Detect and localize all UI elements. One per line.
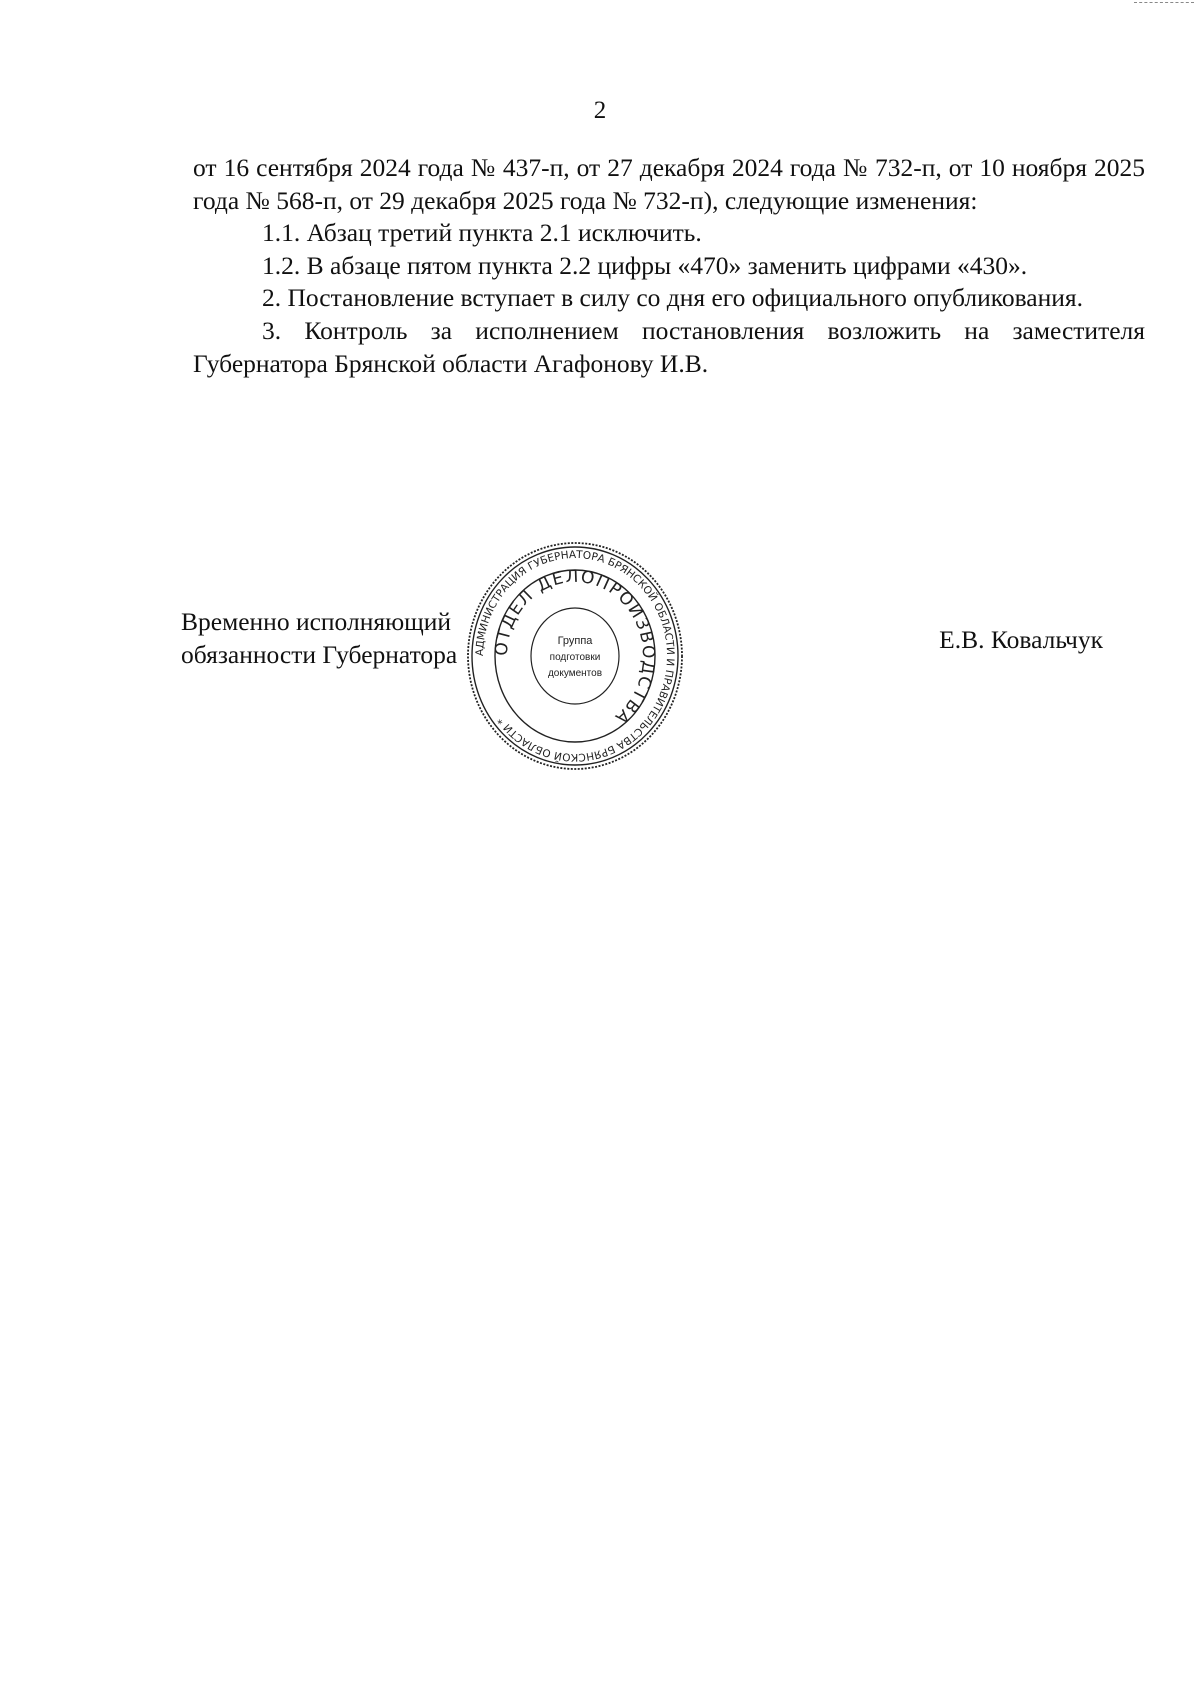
paragraph-item-2: 2. Постановление вступает в силу со дня его официального опубликования. [262,283,1083,313]
seal-center-line-3: документов [547,668,603,679]
document-body [193,152,1145,380]
paragraph-item-3: 3. Контроль за исполнением постановления возложить на заместителя Губернатора Брянской области Агафонову И.В. [193,315,1145,378]
seal-image [465,540,685,772]
seal-inner-text: ОТДЕЛ ДЕЛОПРОИЗВОДСТВА [491,566,659,729]
signer-name: Е.В. Ковальчук [939,625,1103,654]
paragraph-continuation: от 16 сентября 2024 года № 437-п, от 27 декабря 2024 года № 732-п, от 10 ноября 2025 года № 568-п, от 29 декабря 2025 года № 732-п), следующие изменения: [193,153,1145,215]
paragraph-item-1-1: 1.1. Абзац третий пункта 2.1 исключить. [262,218,702,248]
official-seal [465,540,685,772]
seal-outer-text: АДМИНИСТРАЦИЯ ГУБЕРНАТОРА БРЯНСКОЙ ОБЛАСТИ И ПРАВИТЕЛЬСТВА БРЯНСКОЙ ОБЛАСТИ * [473,548,677,764]
paragraph-item-1-2: 1.2. В абзаце пятом пункта 2.2 цифры «470» заменить цифрами «430». [262,250,1028,280]
seal-center-line-1: Группа [557,635,593,647]
signer-title: Временно исполняющий обязанности Губернатора [181,607,458,669]
page-number: 2 [593,97,607,124]
scan-corner-mark [1134,2,1194,7]
seal-center-line-2: подготовки [549,652,601,663]
